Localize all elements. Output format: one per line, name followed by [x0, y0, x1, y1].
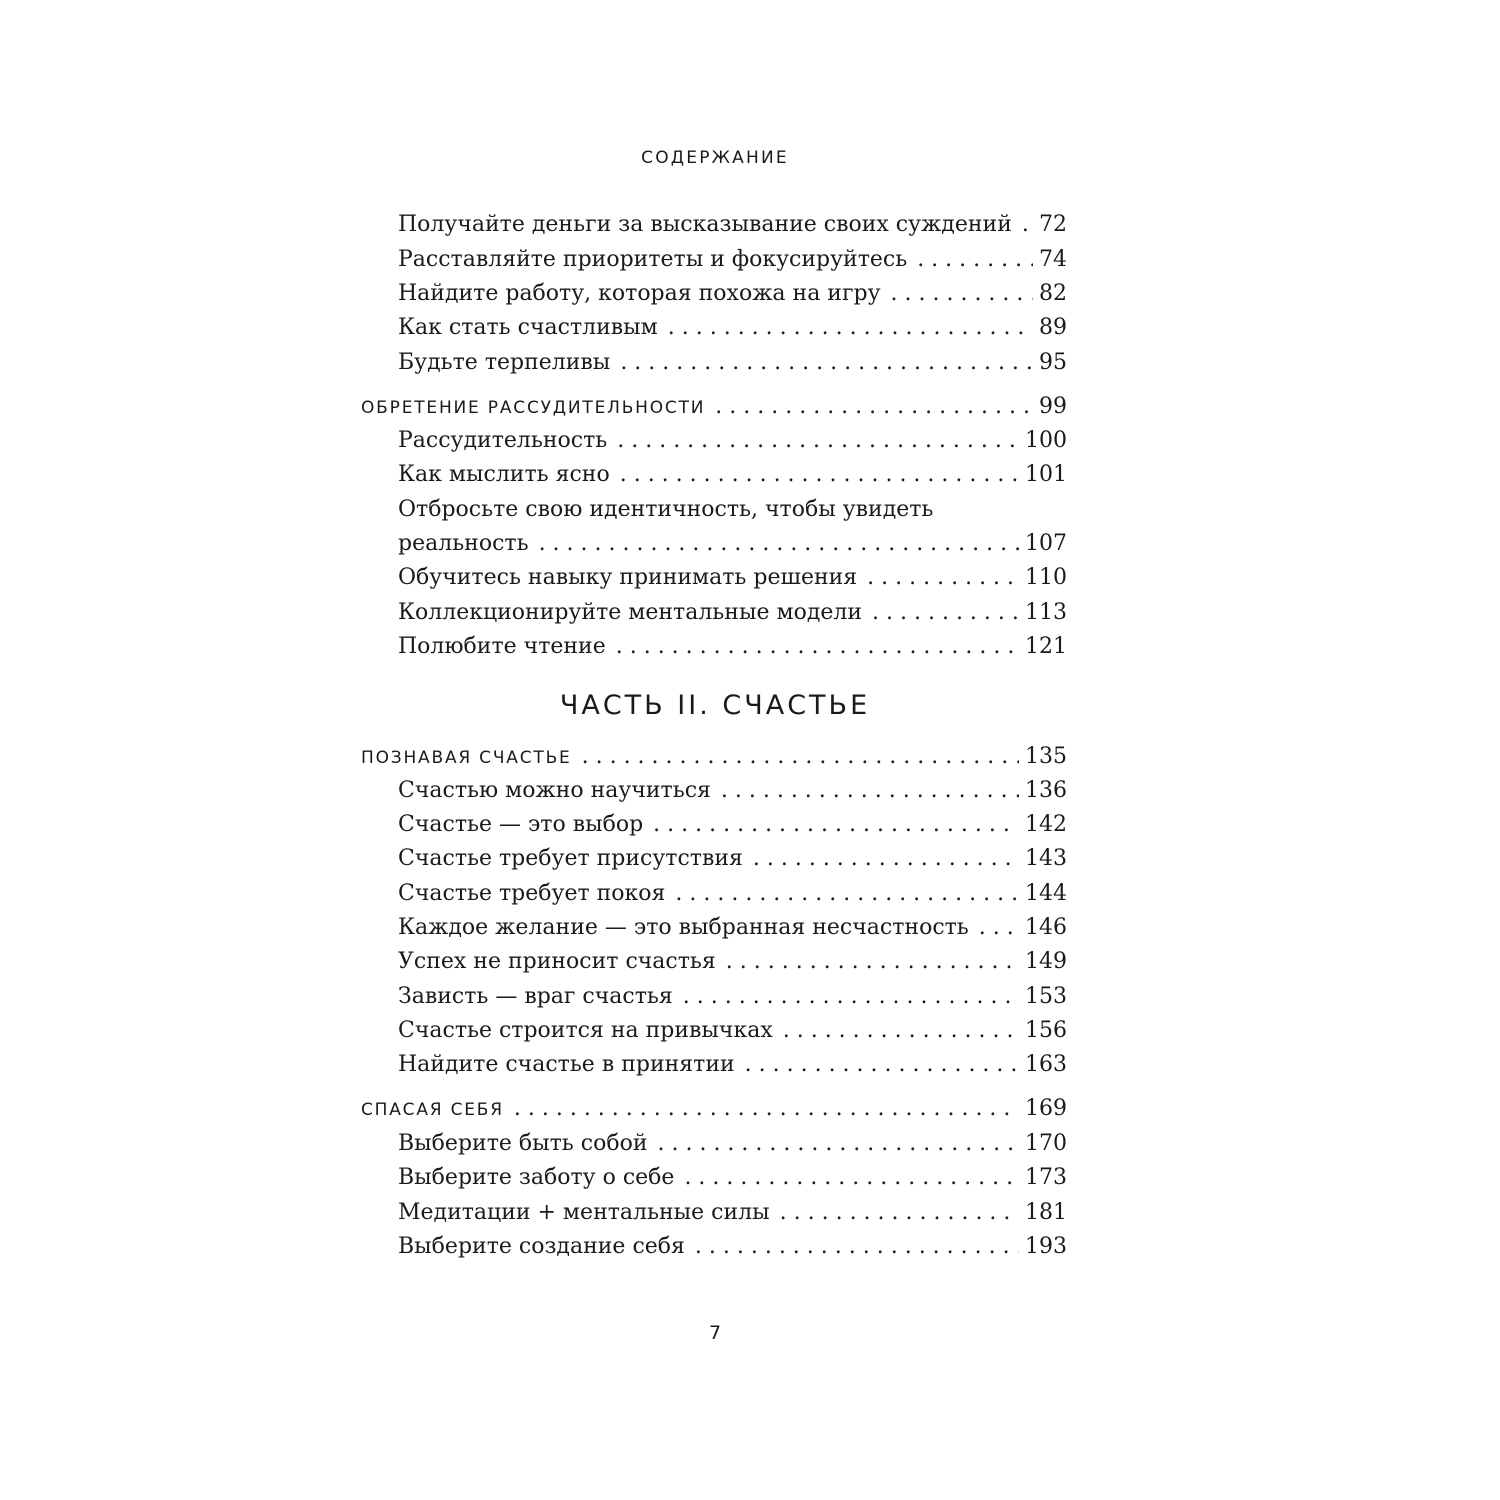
toc-entry-title: Выберите создание себя: [398, 1234, 685, 1259]
toc-entry[interactable]: [398, 311, 1067, 345]
toc-entry-title: Выберите быть собой: [398, 1131, 648, 1156]
dot-leader: [620, 458, 1019, 492]
toc-section-heading[interactable]: [361, 740, 1067, 774]
toc-entry-title: Найдите счастье в принятии: [398, 1052, 735, 1077]
dot-leader: [695, 1230, 1019, 1264]
toc-entry[interactable]: [398, 980, 1067, 1014]
toc-entry-title: Как мыслить ясно: [398, 462, 610, 487]
toc-entry-title: Выберите заботу о себе: [398, 1165, 675, 1190]
part-title: ЧАСТЬ II. СЧАСТЬЕ: [559, 690, 871, 721]
page-number: 7: [708, 1322, 722, 1344]
dot-leader: [539, 527, 1019, 561]
toc-entry[interactable]: [398, 945, 1067, 979]
dot-leader: [668, 311, 1033, 345]
toc-entry-page: 156: [1025, 1018, 1067, 1043]
toc-entry[interactable]: [398, 1196, 1067, 1230]
toc-entry-page: 153: [1025, 984, 1067, 1009]
toc-entry[interactable]: [398, 774, 1067, 808]
dot-leader: [780, 1196, 1019, 1230]
toc-section-title: СПАСАЯ СЕБЯ: [361, 1100, 504, 1120]
toc-entry-page: 146: [1025, 915, 1067, 940]
toc-entry-title: Полюбите чтение: [398, 634, 606, 659]
toc-entry[interactable]: [398, 277, 1067, 311]
toc-entry-title: Успех не приносит счастья: [398, 949, 716, 974]
dot-leader: [514, 1092, 1019, 1126]
toc-entry-title: Получайте деньги за высказывание своих суждений: [398, 212, 1012, 237]
toc-section-heading[interactable]: [361, 1092, 1067, 1126]
toc-section-page: 169: [1025, 1096, 1067, 1121]
dot-leader: [917, 243, 1033, 277]
running-head: СОДЕРЖАНИЕ: [641, 148, 789, 168]
toc-entry-title: Счастье — это выбор: [398, 812, 644, 837]
dot-leader: [684, 1161, 1019, 1195]
toc-entry-title: Обучитесь навыку принимать решения: [398, 565, 858, 590]
dot-leader: [683, 980, 1019, 1014]
toc-entry-page: 121: [1025, 634, 1067, 659]
toc-entry[interactable]: [398, 527, 1067, 561]
toc-entry[interactable]: [398, 1230, 1067, 1264]
toc-entry[interactable]: [398, 458, 1067, 492]
toc-entry[interactable]: [398, 877, 1067, 911]
toc-entry-title: Медитации + ментальные силы: [398, 1200, 770, 1225]
toc-entry-title: Зависть — враг счастья: [398, 984, 673, 1009]
toc-entry-title: Счастье требует присутствия: [398, 846, 743, 871]
toc-entry-page: 110: [1025, 565, 1067, 590]
toc-entry-page: 144: [1025, 881, 1067, 906]
dot-leader: [891, 277, 1033, 311]
dot-leader: [658, 1127, 1020, 1161]
toc-entry[interactable]: [398, 346, 1067, 380]
dot-leader: [783, 1014, 1019, 1048]
dot-leader: [872, 596, 1019, 630]
toc-entry-page: 143: [1025, 846, 1067, 871]
toc-entry-page: 95: [1039, 350, 1067, 375]
dot-leader: [1022, 208, 1033, 242]
dot-leader: [616, 630, 1019, 664]
toc-entry-title: Коллекционируйте ментальные модели: [398, 600, 863, 625]
toc-entry-title: Счастью можно научиться: [398, 778, 711, 803]
dot-leader: [726, 945, 1019, 979]
toc-entry-page: 136: [1025, 778, 1067, 803]
toc-entry[interactable]: [398, 596, 1067, 630]
dot-leader: [721, 774, 1019, 808]
toc-section-page: 135: [1025, 744, 1067, 769]
toc-entry-page: 170: [1025, 1131, 1067, 1156]
dot-leader: [715, 390, 1033, 424]
toc-entry[interactable]: [398, 842, 1067, 876]
toc-entry[interactable]: [398, 911, 1067, 945]
toc-entry-page: 142: [1025, 812, 1067, 837]
toc-entry[interactable]: [398, 808, 1067, 842]
toc-entry-title: Каждое желание — это выбранная несчастность: [398, 915, 969, 940]
toc-entry-title: Расставляйте приоритеты и фокусируйтесь: [398, 247, 908, 272]
toc-entry[interactable]: [398, 630, 1067, 664]
toc-entry[interactable]: [398, 1127, 1067, 1161]
toc-entry-page: 193: [1025, 1234, 1067, 1259]
dot-leader: [620, 346, 1033, 380]
toc-entry-page: 100: [1025, 428, 1067, 453]
dot-leader: [979, 911, 1019, 945]
toc-section-heading[interactable]: [361, 390, 1067, 424]
toc-entry[interactable]: [398, 424, 1067, 458]
toc-entry-page: 181: [1025, 1200, 1067, 1225]
toc-section-title: ОБРЕТЕНИЕ РАССУДИТЕЛЬНОСТИ: [361, 398, 706, 418]
toc-entry-page: 107: [1025, 531, 1067, 556]
toc-entry-page: 163: [1025, 1052, 1067, 1077]
dot-leader: [617, 424, 1019, 458]
toc-entry-title: Как стать счастливым: [398, 315, 658, 340]
toc-section-title: ПОЗНАВАЯ СЧАСТЬЕ: [361, 748, 572, 768]
toc-entry-page: 101: [1025, 462, 1067, 487]
dot-leader: [653, 808, 1019, 842]
toc-entry[interactable]: [398, 1161, 1067, 1195]
toc-entry-title: Рассудительность: [398, 428, 608, 453]
toc-entry[interactable]: [398, 1048, 1067, 1082]
toc-entry-title-line2: реальность: [398, 531, 529, 556]
toc-entry-page: 149: [1025, 949, 1067, 974]
toc-entry-title: Найдите работу, которая похожа на игру: [398, 281, 881, 306]
toc-entry-page: 173: [1025, 1165, 1067, 1190]
toc-section-page: 99: [1039, 394, 1067, 419]
dot-leader: [582, 740, 1019, 774]
toc-entry-page: 74: [1039, 247, 1067, 272]
toc-entry[interactable]: [398, 208, 1067, 242]
dot-leader: [745, 1048, 1019, 1082]
dot-leader: [867, 561, 1019, 595]
toc-entry-page: 89: [1039, 315, 1067, 340]
toc-entry-page: 82: [1039, 281, 1067, 306]
toc-entry[interactable]: [398, 243, 1067, 277]
toc-entry-title-line1[interactable]: Отбросьте свою идентичность, чтобы увидеть: [398, 497, 934, 522]
dot-leader: [753, 842, 1019, 876]
toc-entry-title: Счастье требует покоя: [398, 881, 666, 906]
toc-entry-title: Будьте терпеливы: [398, 350, 611, 375]
toc-entry-title: Счастье строится на привычках: [398, 1018, 773, 1043]
toc-entry-page: 113: [1025, 600, 1067, 625]
toc-entry[interactable]: [398, 1014, 1067, 1048]
dot-leader: [675, 877, 1019, 911]
toc-entry[interactable]: [398, 561, 1067, 595]
toc-entry-page: 72: [1039, 212, 1067, 237]
